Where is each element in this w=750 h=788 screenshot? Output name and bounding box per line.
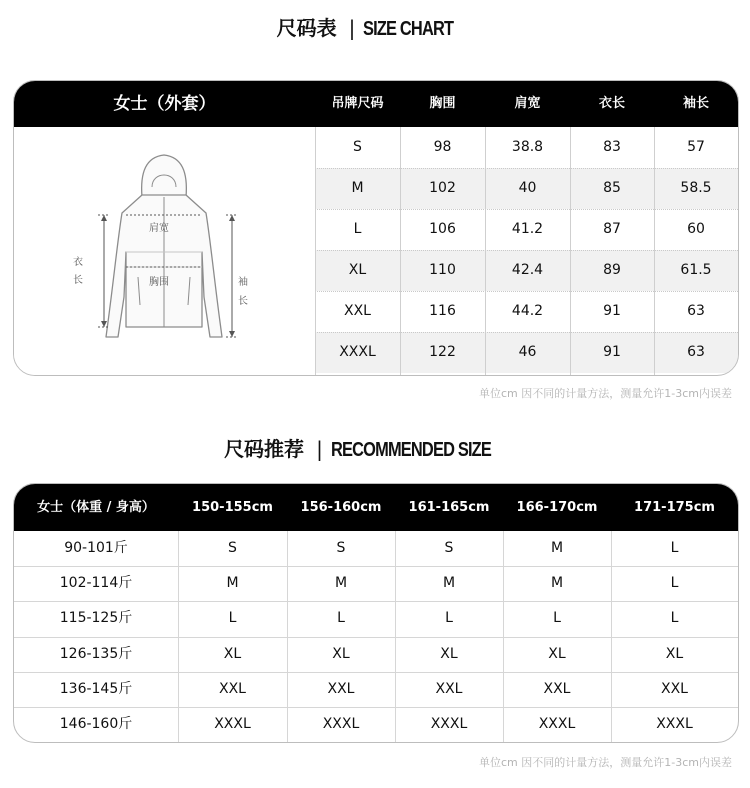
cell-tag-size: L bbox=[353, 221, 362, 237]
table-row bbox=[315, 291, 738, 332]
column-divider bbox=[570, 127, 571, 375]
cell-recommended-size: XXL bbox=[543, 680, 571, 697]
size-chart-table bbox=[13, 80, 739, 376]
cell-shoulder: 44.2 bbox=[511, 303, 544, 319]
cell-tag-size: M bbox=[351, 180, 364, 196]
cell-recommended-size: M bbox=[550, 540, 564, 556]
table-row bbox=[14, 707, 738, 742]
size-chart-title-cn: 尺码表 bbox=[276, 16, 337, 40]
table-row bbox=[14, 637, 738, 672]
cell-recommended-size: S bbox=[444, 540, 454, 556]
size-chart-category: 女士（外套） bbox=[113, 94, 216, 114]
column-divider bbox=[654, 127, 655, 375]
cell-chest: 110 bbox=[429, 262, 456, 278]
cell-weight: 115-125斤 bbox=[59, 610, 133, 627]
table-row bbox=[14, 531, 738, 566]
header-height-range: 161-165cm bbox=[408, 500, 490, 515]
cell-recommended-size: XL bbox=[548, 645, 566, 662]
diagram-sleeve-label-1: 袖 bbox=[238, 277, 248, 288]
header-tag-size: 吊牌尺码 bbox=[331, 96, 384, 111]
recommended-title-cn: 尺码推荐 bbox=[224, 437, 305, 461]
cell-tag-size: XXXL bbox=[339, 344, 376, 360]
table-row bbox=[14, 601, 738, 636]
cell-length: 83 bbox=[603, 139, 621, 155]
header-sleeve: 袖长 bbox=[682, 96, 709, 111]
recommended-note: 单位cm 因不同的计量方法，测量允许1-3cm内误差 bbox=[479, 756, 732, 769]
table-row bbox=[14, 672, 738, 707]
diagram-length-label-1: 衣 bbox=[73, 257, 83, 268]
cell-tag-size: XXL bbox=[344, 303, 371, 319]
cell-recommended-size: M bbox=[226, 575, 239, 592]
cell-weight: 126-135斤 bbox=[59, 645, 133, 662]
cell-recommended-size: S bbox=[336, 540, 346, 556]
cell-shoulder: 46 bbox=[518, 344, 537, 360]
cell-length: 85 bbox=[603, 180, 621, 196]
cell-chest: 122 bbox=[429, 344, 456, 360]
cell-recommended-size: M bbox=[550, 575, 564, 592]
size-chart-note: 单位cm 因不同的计量方法，测量允许1-3cm内误差 bbox=[479, 387, 732, 400]
cell-weight: 136-145斤 bbox=[59, 680, 133, 697]
column-divider bbox=[400, 127, 401, 375]
jacket-diagram bbox=[14, 127, 315, 375]
size-chart-title bbox=[0, 12, 750, 41]
cell-weight: 102-114斤 bbox=[59, 575, 133, 592]
cell-sleeve: 63 bbox=[687, 303, 705, 319]
title-separator: | bbox=[316, 437, 323, 461]
cell-sleeve: 58.5 bbox=[680, 180, 712, 196]
cell-shoulder: 41.2 bbox=[511, 221, 544, 237]
cell-recommended-size: L bbox=[445, 610, 453, 627]
row-divider bbox=[14, 601, 738, 602]
row-divider bbox=[315, 250, 738, 251]
column-divider bbox=[503, 531, 504, 742]
cell-recommended-size: XXXL bbox=[322, 716, 360, 732]
size-chart-title-en: SIZE CHART bbox=[363, 18, 454, 40]
column-divider bbox=[485, 127, 486, 375]
cell-recommended-size: XXL bbox=[327, 680, 355, 697]
table-row bbox=[315, 127, 738, 168]
row-divider bbox=[315, 168, 738, 169]
recommended-header bbox=[14, 484, 738, 531]
cell-recommended-size: L bbox=[337, 610, 345, 627]
cell-recommended-size: XL bbox=[223, 645, 242, 662]
cell-recommended-size: L bbox=[670, 540, 679, 556]
header-weight-height: 女士（体重 / 身高） bbox=[37, 500, 155, 515]
diagram-sleeve-label-2: 长 bbox=[238, 296, 248, 307]
cell-recommended-size: XXXL bbox=[656, 716, 693, 732]
jacket-illustration bbox=[14, 127, 315, 375]
cell-length: 89 bbox=[603, 262, 621, 278]
header-height-range: 171-175cm bbox=[634, 500, 715, 515]
header-shoulder: 肩宽 bbox=[514, 96, 541, 111]
cell-recommended-size: XXXL bbox=[430, 716, 468, 732]
cell-tag-size: XL bbox=[348, 262, 367, 278]
diagram-length-label-2: 长 bbox=[73, 275, 83, 286]
header-height-range: 166-170cm bbox=[516, 500, 598, 515]
cell-chest: 102 bbox=[429, 180, 456, 196]
row-divider bbox=[315, 332, 738, 333]
cell-length: 91 bbox=[603, 303, 621, 319]
diagram-shoulder-label: 肩宽 bbox=[149, 223, 169, 234]
recommended-size-table bbox=[13, 483, 739, 743]
cell-recommended-size: XL bbox=[665, 645, 684, 662]
cell-chest: 106 bbox=[429, 221, 456, 237]
cell-sleeve: 60 bbox=[687, 221, 705, 237]
cell-sleeve: 63 bbox=[687, 344, 705, 360]
row-divider bbox=[14, 672, 738, 673]
table-row bbox=[315, 250, 738, 291]
column-divider bbox=[287, 531, 288, 742]
cell-recommended-size: M bbox=[442, 575, 456, 592]
cell-sleeve: 61.5 bbox=[680, 262, 712, 278]
header-chest: 胸围 bbox=[429, 96, 456, 111]
header-height-range: 156-160cm bbox=[300, 500, 382, 515]
table-row bbox=[315, 332, 738, 373]
recommended-title bbox=[0, 433, 750, 462]
header-height-range: 150-155cm bbox=[192, 500, 273, 515]
column-divider bbox=[178, 531, 179, 742]
size-chart-header bbox=[14, 81, 738, 127]
cell-recommended-size: XXL bbox=[661, 680, 688, 697]
cell-shoulder: 38.8 bbox=[511, 139, 544, 155]
cell-chest: 98 bbox=[433, 139, 452, 155]
cell-shoulder: 42.4 bbox=[511, 262, 544, 278]
title-separator: | bbox=[348, 16, 356, 40]
table-row bbox=[14, 566, 738, 601]
cell-recommended-size: XXXL bbox=[538, 716, 576, 732]
cell-recommended-size: XXL bbox=[435, 680, 463, 697]
cell-recommended-size: L bbox=[670, 610, 679, 627]
cell-weight: 146-160斤 bbox=[59, 716, 133, 732]
header-length: 衣长 bbox=[598, 96, 625, 111]
cell-length: 91 bbox=[603, 344, 621, 360]
recommended-title-en: RECOMMENDED SIZE bbox=[330, 439, 491, 461]
row-divider bbox=[315, 209, 738, 210]
row-divider bbox=[14, 566, 738, 567]
cell-recommended-size: L bbox=[670, 575, 679, 592]
row-divider bbox=[315, 291, 738, 292]
diagram-chest-label: 胸围 bbox=[149, 277, 169, 288]
column-divider bbox=[315, 127, 316, 375]
cell-tag-size: S bbox=[353, 139, 362, 155]
cell-sleeve: 57 bbox=[687, 139, 705, 155]
cell-shoulder: 40 bbox=[518, 180, 537, 196]
cell-recommended-size: L bbox=[553, 610, 561, 627]
cell-recommended-size: S bbox=[228, 540, 237, 556]
table-row bbox=[315, 209, 738, 250]
cell-recommended-size: XL bbox=[440, 645, 458, 662]
column-divider bbox=[395, 531, 396, 742]
row-divider bbox=[14, 707, 738, 708]
cell-weight: 90-101斤 bbox=[64, 540, 128, 556]
cell-recommended-size: L bbox=[228, 610, 237, 627]
cell-recommended-size: M bbox=[334, 575, 348, 592]
column-divider bbox=[611, 531, 612, 742]
cell-recommended-size: XXL bbox=[219, 680, 246, 697]
cell-length: 87 bbox=[603, 221, 621, 237]
cell-chest: 116 bbox=[429, 303, 456, 319]
size-chart-grid bbox=[315, 127, 738, 375]
table-row bbox=[315, 168, 738, 209]
cell-recommended-size: XL bbox=[332, 645, 350, 662]
cell-recommended-size: XXXL bbox=[214, 716, 251, 732]
row-divider bbox=[14, 637, 738, 638]
